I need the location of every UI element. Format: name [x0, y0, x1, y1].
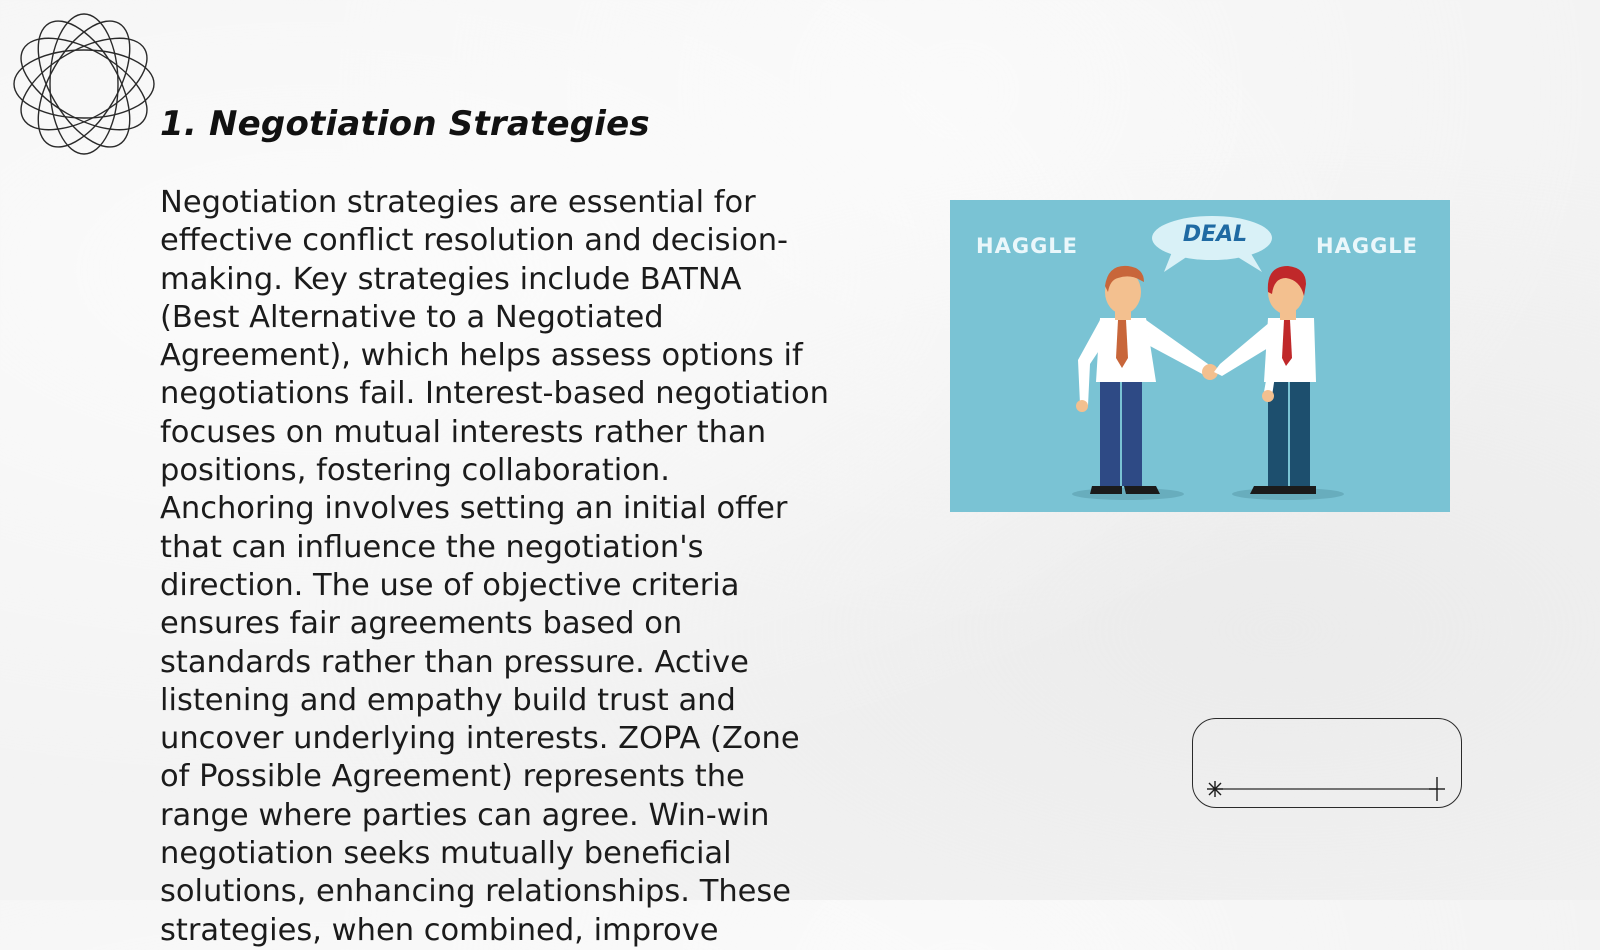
haggle-left-label: HAGGLE — [976, 234, 1079, 258]
decorative-rounded-box — [1192, 718, 1462, 808]
plus-icon — [1429, 777, 1445, 801]
slide-title: 1. Negotiation Strategies — [160, 104, 650, 144]
orbit-rings-logo-icon — [10, 10, 158, 158]
deal-bubble-label: DEAL — [1182, 222, 1248, 247]
haggle-right-label: HAGGLE — [1316, 234, 1419, 258]
slide-body-text: Negotiation strategies are essential for effective conflict resolution and decision-making. Key strategies include BATNA (Best Alternative to a Negotiated Agreement), which helps assess options if negotiations fail. Interest-based negotiation focuses on mutual interests rather than positions, fostering collaboration. Anchoring involves setting an initial offer that can influence the negotiation's direction. The use of objective criteria ensures fair agreements based on standards rather than pressure. Active listening and empathy build trust and uncover underlying interests. ZOPA (Zone of Possible Agreement) represents the range where parties can agree. Win-win negotiation seeks mutually beneficial solutions, enhancing relationships. These strategies, when combined, improve — [160, 185, 829, 948]
sparkle-icon — [1207, 781, 1223, 797]
handshake-illustration — [950, 200, 1450, 512]
